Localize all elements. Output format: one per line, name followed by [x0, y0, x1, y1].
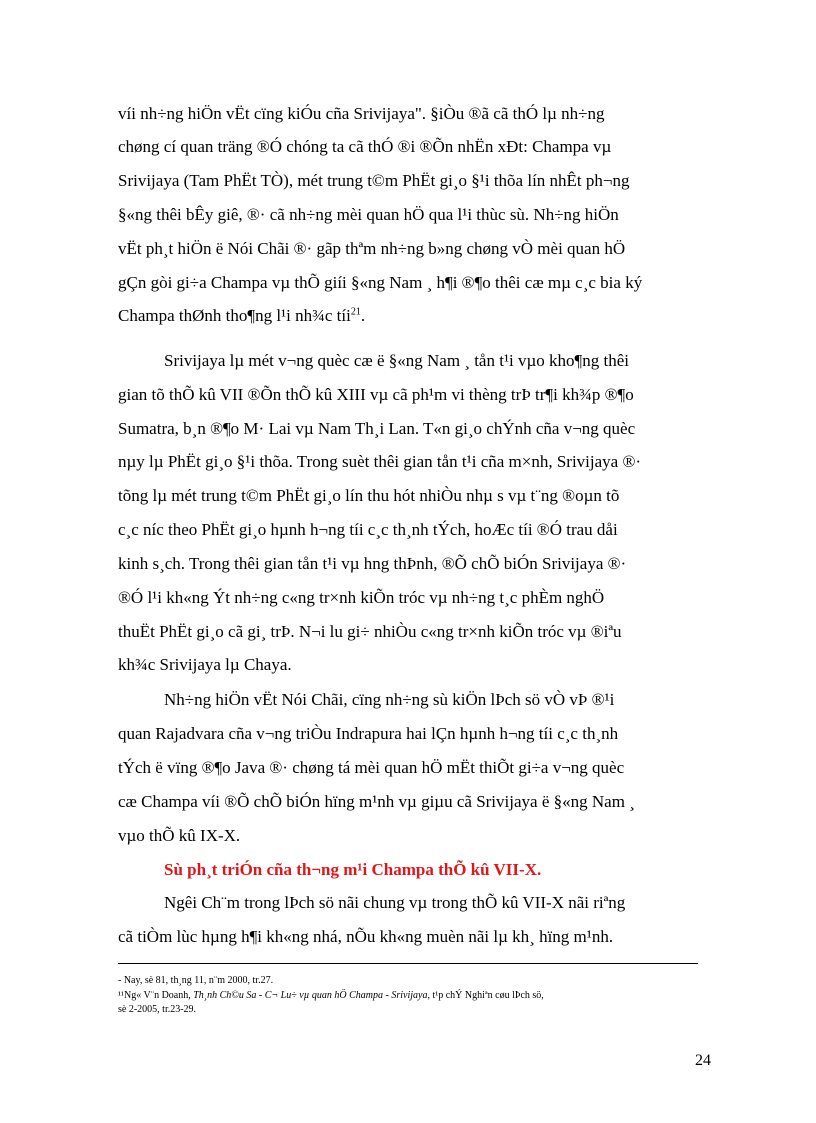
body-line: nµy lµ PhËt gi¸o §¹i thõa. Trong suèt thêi gian tån t¹i cña m×nh, Srivijaya ®· — [118, 452, 642, 471]
footnote — [118, 990, 718, 1002]
body-line: vËt ph¸t hiÖn ë Nói Chãi ®· gãp thªm nh÷ng b»ng chøng vÒ mèi quan hÖ — [118, 239, 626, 258]
page-number: 24 — [695, 1052, 711, 1069]
footnote: - Nay, sè 81, th¸ng 11, n¨m 2000, tr.27. — [118, 975, 274, 986]
body-line: kinh s¸ch. Trong thêi gian tån t¹i vµ hng thÞnh, ®Õ chÕ biÓn Srivijaya ®· — [118, 554, 627, 573]
body-line: cã tiÒm lùc hµng h¶i kh«ng nhá, nÕu kh«ng muèn nãi lµ kh¸ hïng m¹nh. — [118, 927, 614, 946]
body-line: Nh÷ng hiÖn vËt Nói Chãi, cïng nh÷ng sù kiÖn lÞch sö vÒ vÞ ®¹i — [164, 690, 615, 709]
body-line: víi nh÷ng hiÖn vËt cïng kiÓu cña Srivijaya". §iÒu ®ã cã thÓ lµ nh÷ng — [118, 104, 605, 123]
body-line: gian tõ thÕ kû VII ®Õn thÕ kû XIII vµ cã ph¹m vi thèng trÞ tr¶i kh¾p ®¶o — [118, 385, 634, 404]
footnote-title: Th¸nh Ch©u Sa - C¬ Lu÷ vµ quan hÖ Champa - Srivijaya — [193, 990, 428, 1001]
body-line: Champa thØnh tho¶ng l¹i nh¾c tíi$^{21}$. — [118, 306, 366, 325]
body-line: vµo thÕ kû IX-X. — [118, 826, 241, 845]
body-line: Srivijaya (Tam PhËt TÒ), mét trung t©m PhËt gi¸o §¹i thõa lín nhÊt ph¬ng — [118, 171, 630, 190]
body-line: Ngêi Ch¨m trong lÞch sö nãi chung vµ trong thÕ kû VII-X nãi riªng — [164, 893, 626, 912]
body-line: chøng cí quan träng ®Ó chóng ta cã thÓ ®i ®Õn nhËn xÐt: Champa vµ — [118, 137, 612, 156]
footnote-ref: 21 — [350, 306, 361, 318]
body-line: ®Ó l¹i kh«ng Ýt nh÷ng c«ng tr×nh kiÕn tróc vµ nh÷ng t¸c phÈm nghÖ — [118, 588, 605, 607]
section-heading: Sù ph¸t triÓn cña th¬ng m¹i Champa thÕ kû VII-X. — [164, 860, 542, 879]
body-line: quan Rajadvara cña v¬ng triÒu Indrapura hai lÇn hµnh h¬ng tíi c¸c th¸nh — [118, 724, 619, 743]
body-line: Srivijaya lµ mét v¬ng quèc cæ ë §«ng Nam ¸ tån t¹i vµo kho¶ng thêi — [164, 351, 630, 370]
footnote-prefix: ¹¹Ng« V¨n Doanh, — [118, 990, 194, 1001]
body-line: tÝch ë vïng ®¶o Java ®· chøng tá mèi quan hÖ mËt thiÕt gi÷a v¬ng quèc — [118, 758, 625, 777]
body-line: c¸c níc theo PhËt gi¸o hµnh h¬ng tíi c¸c th¸nh tÝch, hoÆc tíi ®Ó trau dåi — [118, 520, 618, 539]
footnote-separator — [118, 963, 698, 964]
body-line: gÇn gòi gi÷a Champa vµ thÕ giíi §«ng Nam ¸ h¶i ®¶o thêi cæ mµ c¸c bia ký — [118, 273, 643, 292]
body-line: Sumatra, b¸n ®¶o M· Lai vµ Nam Th¸i Lan. T«n gi¸o chÝnh cña v¬ng quèc — [118, 419, 636, 438]
body-line: tõng lµ mét trung t©m PhËt gi¸o lín thu hót nhiÒu nhµ s vµ t¨ng ®oµn tõ — [118, 486, 620, 505]
body-line: thuËt PhËt gi¸o cã gi¸ trÞ. N¬i lu gi÷ nhiÒu c«ng tr×nh kiÕn tróc vµ ®iªu — [118, 622, 622, 641]
footnote-suffix: , t¹p chÝ Nghiªn cøu lÞch sö, — [427, 990, 544, 1001]
body-line: kh¾c Srivijaya lµ Chaya. — [118, 655, 292, 674]
body-line-text: Champa thØnh tho¶ng l¹i nh¾c tíi — [118, 306, 351, 325]
body-line: cæ Champa víi ®Õ chÕ biÓn hïng m¹nh vµ giµu cã Srivijaya ë §«ng Nam ¸ — [118, 792, 635, 811]
footnote: sè 2-2005, tr.23-29. — [118, 1004, 197, 1015]
body-line: §«ng thêi bÊy giê, ®· cã nh÷ng mèi quan hÖ qua l¹i thùc sù. Nh÷ng hiÖn — [118, 205, 619, 224]
